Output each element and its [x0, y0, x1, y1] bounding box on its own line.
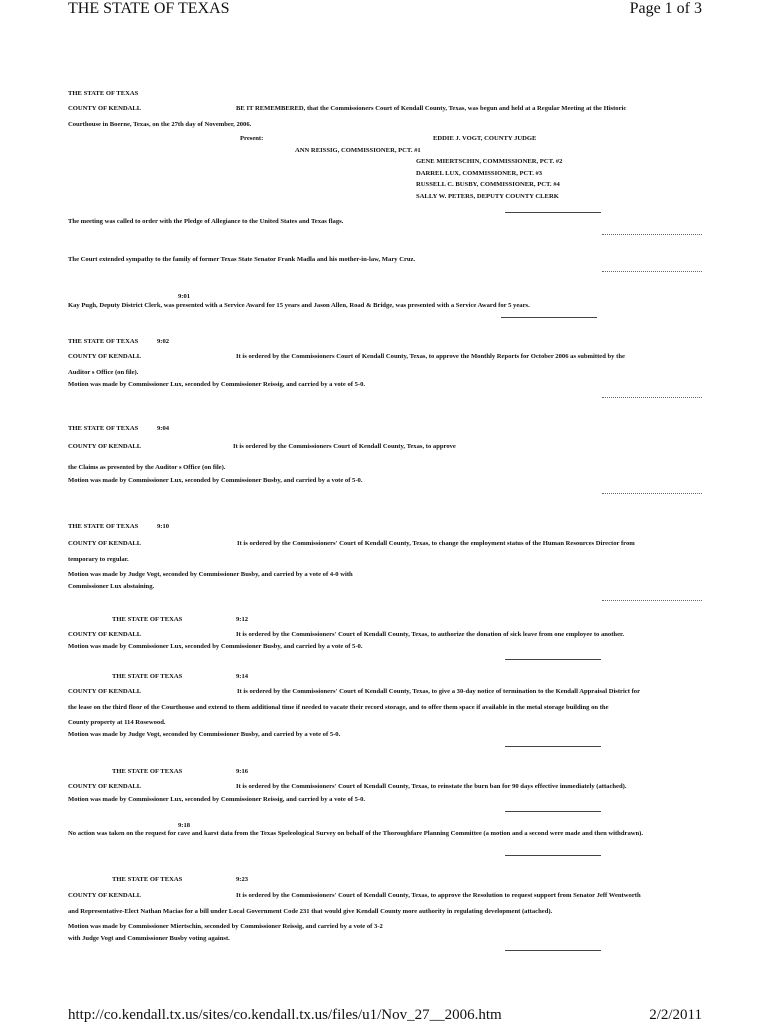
- item910-order: It is ordered by the Commissioners' Court of Kendall County, Texas, to change the employment status of the Human Resources Director from: [237, 540, 635, 547]
- item902-motion: Motion was made by Commissioner Lux, seconded by Commissioner Reissig, and carried by a vote of 5-0.: [68, 381, 366, 388]
- intro-county: COUNTY OF KENDALL: [68, 105, 142, 112]
- item918-text: No action was taken on the request for cave and karst data from the Texas Speleological Survey on behalf of the Thoroughfare Planning Committee (a motion and a second were made and then withdrawn).: [68, 830, 644, 837]
- item912-order: It is ordered by the Commissioners' Court of Kendall County, Texas, to authorize the donation of sick leave from one employee to another.: [236, 631, 624, 638]
- divider: [505, 212, 601, 213]
- item902-time: 9:02: [157, 338, 170, 345]
- item910-motion: Motion was made by Judge Vogt, seconded by Commissioner Busby, and carried by a vote of 4-0 with: [68, 571, 353, 578]
- intro-courthouse: Courthouse in Boerne, Texas, on the 27th day of November, 2006.: [68, 121, 252, 128]
- divider: [501, 317, 597, 318]
- item916-county: COUNTY OF KENDALL: [68, 783, 142, 790]
- item914-order: It is ordered by the Commissioners' Court of Kendall County, Texas, to give a 30-day notice of termination to the Kendall Appraisal District for: [237, 688, 640, 695]
- item912-state: THE STATE OF TEXAS: [112, 616, 183, 623]
- item912-time: 9:12: [236, 616, 249, 623]
- item910-state: THE STATE OF TEXAS: [68, 523, 139, 530]
- county-judge: EDDIE J. VOGT, COUNTY JUDGE: [433, 135, 537, 142]
- page-number: Page 1 of 3: [629, 0, 702, 17]
- item910-time: 9:10: [157, 523, 170, 530]
- divider: [505, 855, 601, 856]
- item923-order-cont: and Representative-Elect Nathan Macias for a bill under Local Government Code 231 that would give Kendall County more authority in regulating development (attached).: [68, 908, 553, 915]
- item914-county: COUNTY OF KENDALL: [68, 688, 142, 695]
- item912-motion: Motion was made by Commissioner Lux, seconded by Commissioner Busby, and carried by a vote of 5-0.: [68, 643, 363, 650]
- divider: [602, 493, 702, 494]
- divider: [505, 950, 601, 951]
- item923-state: THE STATE OF TEXAS: [112, 876, 183, 883]
- item902-order: It is ordered by the Commissioners Court of Kendall County, Texas, to approve the Monthly Reports for October 2006 as submitted by the: [236, 353, 625, 360]
- deputy-clerk: SALLY W. PETERS, DEPUTY COUNTY CLERK: [416, 193, 559, 200]
- item904-motion: Motion was made by Commissioner Lux, seconded by Commissioner Busby, and carried by a vote of 5-0.: [68, 477, 363, 484]
- item914-state: THE STATE OF TEXAS: [112, 673, 183, 680]
- item910-county: COUNTY OF KENDALL: [68, 540, 142, 547]
- item904-order-cont: the Claims as presented by the Auditor s Office (on file).: [68, 464, 226, 471]
- commissioner-pct2: GENE MIERTSCHIN, COMMISSIONER, PCT. #2: [416, 158, 563, 165]
- item914-order-cont-2: County property at 114 Rosewood.: [68, 719, 166, 726]
- item904-time: 9:04: [157, 425, 170, 432]
- pledge-text: The meeting was called to order with the Pledge of Allegiance to the United States and Texas flags.: [68, 218, 344, 225]
- item902-order-cont: Auditor s Office (on file).: [68, 369, 139, 376]
- commissioner-pct4: RUSSELL C. BUSBY, COMMISSIONER, PCT. #4: [416, 181, 560, 188]
- item918-time: 9:18: [178, 822, 191, 829]
- item904-county: COUNTY OF KENDALL: [68, 443, 142, 450]
- item923-motion-cont: with Judge Vogt and Commissioner Busby voting against.: [68, 935, 230, 942]
- divider: [505, 659, 601, 660]
- item910-order-cont: temporary to regular.: [68, 556, 129, 563]
- item916-motion: Motion was made by Commissioner Lux, seconded by Commissioner Reissig, and carried by a vote of 5-0.: [68, 796, 366, 803]
- item914-motion: Motion was made by Judge Vogt, seconded by Commissioner Busby, and carried by a vote of 5-0.: [68, 731, 341, 738]
- page-url: http://co.kendall.tx.us/sites/co.kendall.tx.us/files/u1/Nov_27__2006.htm: [68, 1007, 502, 1023]
- item914-time: 9:14: [236, 673, 249, 680]
- commissioner-pct1: ANN REISSIG, COMMISSIONER, PCT. #1: [295, 147, 421, 154]
- item910-motion-cont: Commissioner Lux abstaining.: [68, 583, 155, 590]
- item923-motion: Motion was made by Commissioner Miertschin, seconded by Commissioner Reissig, and carried by a vote of 3-2: [68, 923, 383, 930]
- divider: [602, 397, 702, 398]
- sympathy-text: The Court extended sympathy to the family of former Texas State Senator Frank Madla and his mother-in-law, Mary Cruz.: [68, 256, 416, 263]
- item916-order: It is ordered by the Commissioners' Court of Kendall County, Texas, to reinstate the burn ban for 90 days effective immediately (attached).: [236, 783, 627, 790]
- award-text: Kay Pugh, Deputy District Clerk, was presented with a Service Award for 15 years and Jason Allen, Road & Bridge, was presented with a Service Award for 5 years.: [68, 302, 530, 309]
- item916-state: THE STATE OF TEXAS: [112, 768, 183, 775]
- item902-county: COUNTY OF KENDALL: [68, 353, 142, 360]
- page-header-title: THE STATE OF TEXAS: [68, 0, 230, 17]
- divider: [602, 600, 702, 601]
- item914-order-cont: the lease on the third floor of the Courthouse and extend to them additional time if needed to vacate their record storage, and to offer them space if available in the metal storage building on the: [68, 704, 609, 711]
- item916-time: 9:16: [236, 768, 249, 775]
- award-time: 9:01: [178, 293, 191, 300]
- item923-order: It is ordered by the Commissioners' Court of Kendall County, Texas, to approve the Resolution to request support from Senator Jeff Wentworth: [236, 892, 641, 899]
- divider: [602, 234, 702, 235]
- divider: [602, 271, 702, 272]
- item923-time: 9:23: [236, 876, 249, 883]
- intro-state: THE STATE OF TEXAS: [68, 90, 139, 97]
- present-label: Present:: [240, 135, 264, 142]
- print-date: 2/2/2011: [649, 1007, 702, 1023]
- item923-county: COUNTY OF KENDALL: [68, 892, 142, 899]
- divider: [505, 811, 601, 812]
- intro-remembered: BE IT REMEMBERED, that the Commissioners Court of Kendall County, Texas, was begun and held at a Regular Meeting at the Historic: [236, 105, 627, 112]
- item902-state: THE STATE OF TEXAS: [68, 338, 139, 345]
- divider: [505, 746, 601, 747]
- commissioner-pct3: DARREL LUX, COMMISSIONER, PCT. #3: [416, 170, 543, 177]
- item912-county: COUNTY OF KENDALL: [68, 631, 142, 638]
- item904-state: THE STATE OF TEXAS: [68, 425, 139, 432]
- item904-order: It is ordered by the Commissioners Court of Kendall County, Texas, to approve: [233, 443, 456, 450]
